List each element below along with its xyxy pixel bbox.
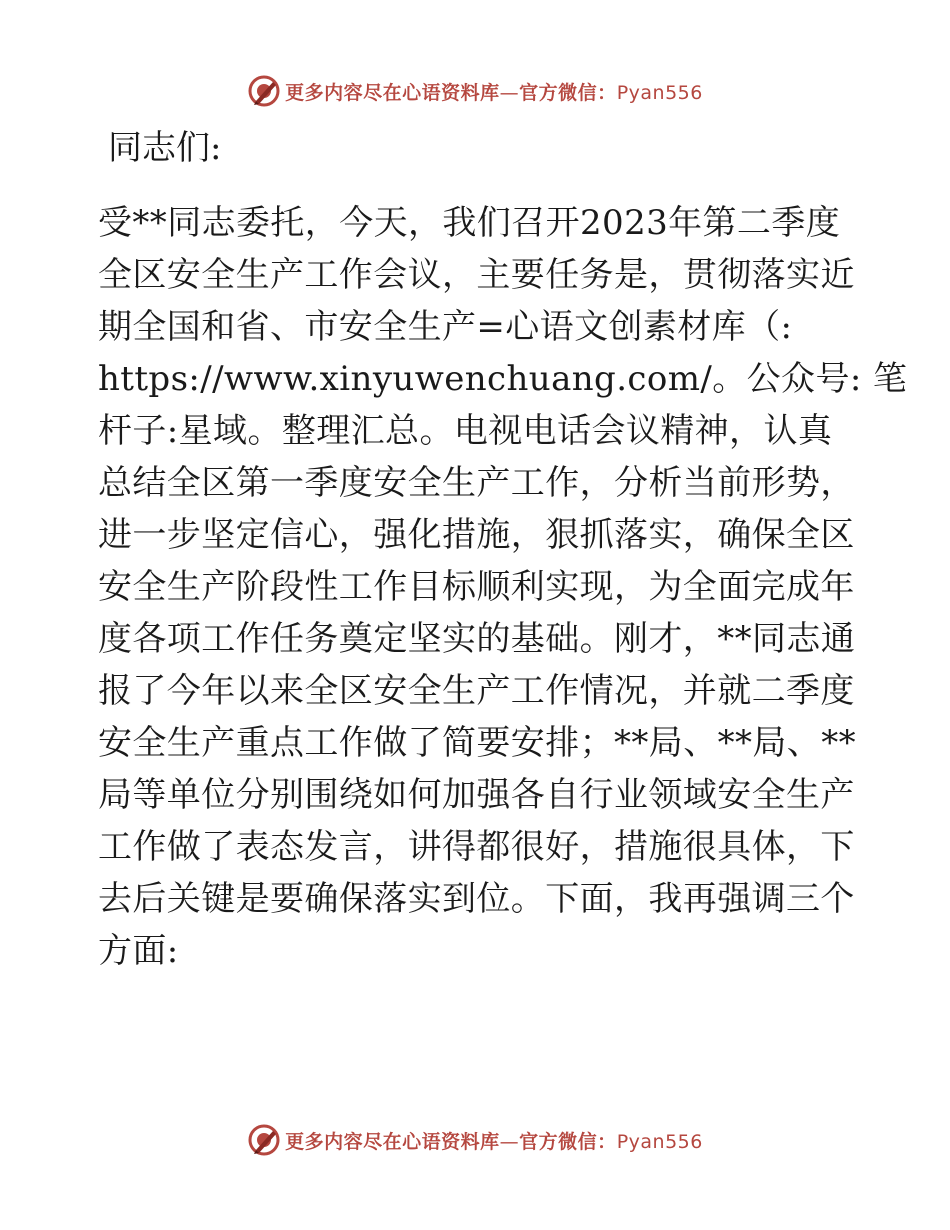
header-official-label: 官方微信： — [519, 81, 617, 104]
paragraph-line: 安全生产阶段性工作目标顺利实现，为全面完成年 — [98, 567, 855, 607]
salutation: 同志们: — [108, 128, 222, 168]
header-separator: — — [499, 81, 520, 104]
paragraph-line: 度各项工作任务奠定坚实的基础。刚才，**同志通 — [98, 619, 856, 659]
body-paragraph — [98, 197, 908, 977]
paragraph-line: 方面: — [98, 931, 179, 971]
paragraph-line: 报了今年以来全区安全生产工作情况，并就二季度 — [98, 671, 855, 711]
paragraph-line: 局等单位分别围绕如何加强各自行业领域安全生产 — [98, 775, 855, 815]
header-promo-text: 更多内容尽在心语资料库 — [285, 81, 500, 104]
footer-separator: — — [499, 1130, 520, 1153]
paragraph-line: 杆子:星域。整理汇总。电视电话会议精神，认真 — [98, 411, 833, 451]
paragraph-line: 安全生产重点工作做了简要安排；**局、**局、** — [98, 723, 856, 763]
footer-promo-text: 更多内容尽在心语资料库 — [285, 1130, 500, 1153]
paragraph-line: 去后关键是要确保落实到位。下面，我再强调三个 — [98, 879, 855, 919]
paragraph-line: 进一步坚定信心，强化措施，狠抓落实，确保全区 — [98, 515, 855, 555]
paragraph-line: 受**同志委托，今天，我们召开2023年第二季度 — [98, 203, 841, 243]
header-wechat-handle: Pyan556 — [616, 81, 703, 104]
pen-logo-icon — [247, 1123, 281, 1157]
paragraph-line: https://www.xinyuwenchuang.com/。公众号: 笔 — [98, 359, 908, 399]
footer-wechat-handle: Pyan556 — [616, 1130, 703, 1153]
footer-official-label: 官方微信： — [519, 1130, 617, 1153]
paragraph-line: 期全国和省、市安全生产=心语文创素材库（: — [98, 307, 793, 347]
pen-logo-icon — [247, 74, 281, 108]
header-banner — [0, 71, 950, 111]
paragraph-line: 总结全区第一季度安全生产工作，分析当前形势， — [98, 463, 855, 503]
footer-banner — [0, 1120, 950, 1160]
paragraph-line: 工作做了表态发言，讲得都很好，措施很具体，下 — [98, 827, 855, 867]
paragraph-line: 全区安全生产工作会议，主要任务是，贯彻落实近 — [98, 255, 855, 295]
